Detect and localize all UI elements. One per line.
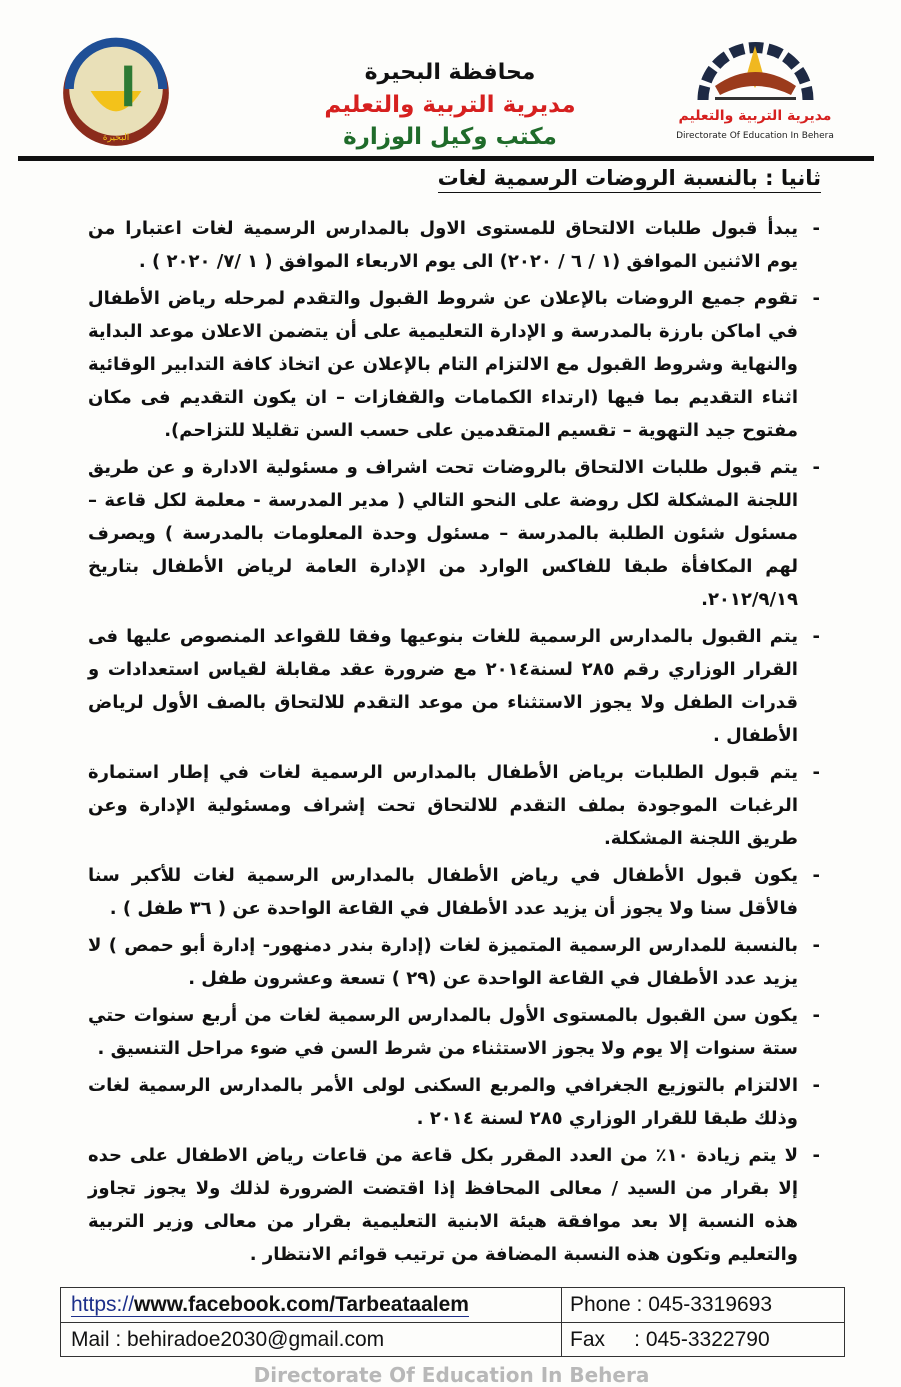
facebook-prefix: https:// [71,1293,135,1316]
contact-footer [60,1287,845,1357]
governorate-name: محافظة البحيرة [364,60,536,85]
bullet-text: يتم قبول طلبات الالتحاق بالروضات تحت اشراف و مسئولية الادارة و عن طريق اللجنة المشكلة لكل روضة على النحو التالي ( مدير المدرسة - معلمة لكل قاعة – مسئول شئون الطلبة بالمدرسة – مسئول وحدة المعلومات بالمدرسة ) ويصرف لهم المكافأة طبقا للفاكس الوارد من الإدارة العامة لرياض الأطفال بتاريخ ٢٠١٢/٩/١٩. [88,457,798,610]
bullet-text: الالتزام بالتوزيع الجغرافي والمربع السكنى لولى الأمر بالمدارس الرسمية لغات وذلك طبقا للقرار الوزاري ٢٨٥ لسنة ٢٠١٤ . [88,1075,798,1129]
bullet-dash: - [812,865,820,886]
behera-governorate-logo [55,30,177,152]
bullet-paragraph [88,1069,820,1135]
bullet-text: يتم القبول بالمدارس الرسمية للغات بنوعيها وفقا للقواعد المنصوص عليها فى القرار الوزاري رقم ٢٨٥ لسنة٢٠١٤ مع ضرورة عقد مقابلة لقياس استعدادات و قدرات الطفل ولا يجوز الاستثناء من موعد التقدم للالتحاق بالصف الأول لرياض الأطفال . [88,626,798,746]
logo-right-text-en: Directorate Of Education In Behera [676,131,834,141]
bullet-text: تقوم جميع الروضات بالإعلان عن شروط القبول والتقدم لمرحله رياض الأطفال في اماكن بارزة بالمدرسة و الإدارة التعليمية على أن يتضمن الاعلان موعد البداية والنهاية وشروط القبول مع الالتزام التام بالإعلان عن اتخاذ كافة التدابير الوقائية اثناء التقديم بما فيها (ارتداء الكمامات والقفازات – ان يكون التقديم فى مكان مفتوح جيد التهوية – تقسيم المتقدمين على حسب السن تقليلا للتزاحم). [88,288,798,441]
bullet-paragraph [88,620,820,752]
content-flow [60,212,843,1387]
bullet-dash: - [812,1145,820,1166]
bullet-paragraph [88,1139,820,1271]
bullet-text: يتم قبول الطلبات برياض الأطفال بالمدارس الرسمية لغات في إطار استمارة الرغبات الموجودة بملف التقدم للالتحاق تحت إشراف ومسئولية الإدارة وعن طريق اللجنة المشكلة. [88,762,798,849]
bullet-dash: - [812,762,820,783]
bullet-paragraph [88,756,820,855]
bullet-paragraph [88,929,820,995]
bullet-dash: - [812,935,820,956]
bullet-paragraph [88,282,820,447]
watermark: Directorate Of Education In Behera [253,1363,650,1387]
section-title: ثانيا : بالنسبة الروضات الرسمية لغات [438,166,821,193]
bullet-paragraph [88,999,820,1065]
bullet-dash: - [812,626,820,647]
bullet-text: بالنسبة للمدارس الرسمية المتميزة لغات (إدارة بندر دمنهور- إدارة أبو حمص ) لا يزيد عدد الأطفال في القاعة الواحدة عن (٢٩ ) تسعة وعشرون طفل . [88,935,798,989]
fax: Fax : 045-3322790 [561,1323,845,1357]
directorate-name: مديرية التربية والتعليم [324,92,576,118]
bullet-text: لا يتم زيادة ١٠٪ من العدد المقرر بكل قاعة من قاعات رياض الاطفال على حده إلا بقرار من السيد / معالى المحافظ إذا اقتضت الضرورة لذلك ولا يجوز تجاوز هذه النسبة إلا بعد موافقة هيئة الابنية التعليمية بقرار من معالى وزير التربية والتعليم وتكون هذه النسبة المضافة من ترتيب قوائم الانتظار . [88,1145,798,1265]
bullet-text: يبدأ قبول طلبات الالتحاق للمستوى الاول بالمدارس الرسمية لغات اعتبارا من يوم الاثنين الموافق (١ / ٦ / ٢٠٢٠) الى يوم الاربعاء الموافق ( ١ /٧/ ٢٠٢٠ ) . [88,218,798,272]
bullet-paragraph [88,451,820,616]
bullet-text: يكون قبول الأطفال في رياض الأطفال بالمدارس الرسمية لغات للأكبر سنا فالأقل سنا ولا يجوز أن يزيد عدد الأطفال في القاعة الواحدة عن ( ٣٦ طفل ) . [88,865,798,919]
facebook-link-cell [71,1288,551,1322]
bullet-text: يكون سن القبول بالمستوى الأول بالمدارس الرسمية لغات من أربع سنوات حتي ستة سنوات إلا يوم ولا يجوز الاستثناء من شرط السن في ضوء مراحل التنسيق . [88,1005,798,1059]
facebook-url: www.facebook.com/Tarbeataalem [134,1293,469,1316]
facebook-link[interactable] [71,1293,469,1317]
bullet-paragraph [88,859,820,925]
document-body [88,212,820,1271]
phone: Phone : 045-3319693 [561,1288,845,1322]
header-divider [18,156,874,161]
email: Mail : behiradoe2030@gmail.com [71,1328,385,1351]
bullet-dash: - [812,1075,820,1096]
logo-left-text: البحيرة [102,132,130,143]
office-name: مكتب وكيل الوزارة [343,124,557,150]
directorate-logo [668,22,843,146]
bullet-dash: - [812,288,820,309]
bullet-paragraph [88,212,820,278]
bullet-dash: - [812,1005,820,1026]
logo-right-text-ar: مديرية التربية والتعليم [678,108,832,124]
bullet-dash: - [812,218,820,239]
bullet-dash: - [812,457,820,478]
